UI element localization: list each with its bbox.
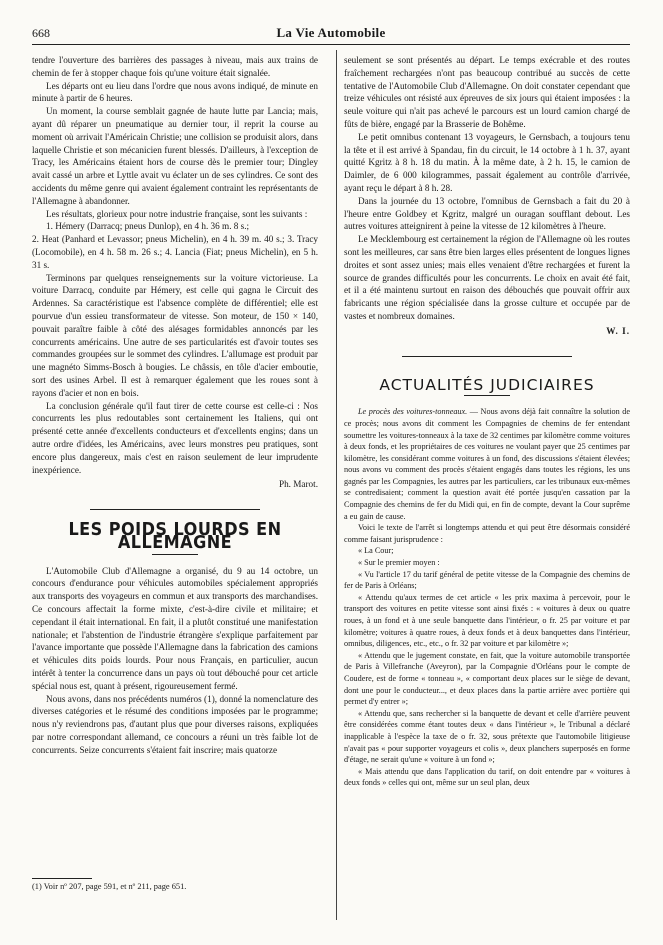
heading-rule bbox=[152, 554, 198, 555]
quote-line: « Attendu que le jugement constate, en fait, que la voiture automobile transportée de Paris à Villefranche (Aveyron), par la Compagnie d'Orléans pour le compte de Coudere, est de forme « tonneau », « comportant deux places sur le siège de devant, dont une pour le conducteur..., et deux places dans la partie arrière avec portière qui permet d'y entrer »; bbox=[344, 650, 630, 707]
column-divider bbox=[336, 50, 337, 920]
header-rule bbox=[32, 44, 630, 45]
section-separator bbox=[402, 356, 572, 357]
paragraph: Terminons par quelques renseignements sur la voiture victorieuse. La voiture Darracq, conduite par Hémery, est celle qui gagna le Circuit des Ardennes. Sa caractéristique est l'absence complète de différentiel; elle est pourvue d'un essieu transformateur de vitesse. Son moteur, de 150 × 140, pouvait paraître faible à côté des alésages formidables annoncés par les concurrents américains. Une autre de ses particularités est d'avoir toutes ses commandes groupées sur le sommet des cylindres. L'allumage est produit par une magnéto Simms-Bosch à bougies. Le châssis, en tôle d'acier emboutie, sort des usines Arbel. Il est à remarquer également que les roues sont à rayons d'acier et non en bois. bbox=[32, 272, 318, 398]
paragraph: L'Automobile Club d'Allemagne a organisé, du 9 au 14 octobre, un concours d'endurance pour véhicules automobiles spécialement appropriés aux transports des voyageurs en commun et aux transports des marchandises. Ce concours affectait la forme mixte, c'est-à-dire civile et militaire; et cependant il était international. En fait, il a plutôt constitué une manifestation nationale; et l'abstention de l'industrie étrangère s'explique parfaitement par l'avance importante que possède l'Allemagne dans la fabrication des camions et véhicules dits poids lourds. Pour nous Français, en particulier, aucun intérêt à tenter la concurrence dans un pays où tout débouché pour cet article spécial nous est, quant à présent, rigoureusement fermé. bbox=[32, 565, 318, 691]
running-header bbox=[32, 26, 630, 42]
footnote-rule bbox=[32, 878, 92, 879]
quote-line: « Mais attendu que dans l'application du tarif, on doit entendre par « voitures à deux fonds » celles qui ont, même sur un seul plan, deux bbox=[344, 766, 630, 788]
paragraph: seulement se sont présentés au départ. Le temps exécrable et des routes fraîchement rechargées n'ont pas beaucoup contribué au succès de cette tentative de l'Automobile Club d'Allemagne. On doit constater cependant que treize véhicules ont résisté aux épreuves de six jours qui étaient imposées : la seule voiture qui n'ait pas achevé le parcours est un lourd camion chargé de fûts de bière, engagé par la Brasserie de Bohême. bbox=[344, 55, 630, 129]
result-line: 1. Hémery (Darracq; pneus Dunlop), en 4 h. 36 m. 8 s.; bbox=[46, 221, 250, 232]
paragraph bbox=[344, 406, 630, 522]
footnote: (1) Voir nº 207, page 591, et nº 211, page 651. bbox=[32, 882, 187, 891]
paragraph: Les départs ont eu lieu dans l'ordre que nous avons indiqué, de minute en minute à partir de 6 heures. bbox=[32, 80, 318, 104]
paragraph: Le Mecklembourg est certainement la région de l'Allemagne où les routes sont les meilleures, car sans être bien larges elles présentent de longues lignes droites et sont assez unies; mais elles venaient d'être rechargées et furent la source de grandes difficultés pour les concurrents. Le choix en avait été fait, et il a été maintenu surtout en raison des débouchés que pouvait offrir aux fabricants une région spécialisée dans la grosse culture et occupée par de vastes et nombreux domaines. bbox=[344, 234, 630, 321]
page-number: 668 bbox=[32, 26, 50, 40]
result-line: 2. Heat (Panhard et Levassor; pneus Michelin), en 4 h. 39 m. 40 s.; 3. Tracy (Locomobile), en 4 h. 58 m. 26 s.; 4. Lancia (Fiat; pneus Michelin), en 5 h. 31 s. bbox=[32, 234, 318, 270]
heading-rule bbox=[464, 395, 510, 396]
lead-text: — Nous avons déjà fait connaître la solution de ce procès; nous avons dit comment les Compagnies de chemins de fer entendant soumettre les voitures-tonneaux à la taxe de 32 centimes par kilomètre comme voitures à deux fonds, et les propriétaires de ces voitures ne voulant payer que 25 centimes par kilomètre, les considérant comme voitures à un fond, des discussions s'étaient élevées; nous avons vu comment des procès s'étaient engagés dans toutes les régions, les uns gagnés par les Compagnies, les autres par les particuliers, car les tribunaux eux-mêmes se contredisaient; comment la question avait été portée jusqu'en cassation par la Compagnie des chemins de fer du Midi qui, en fin de compte, devant la Cour suprême a eu gain de cause. bbox=[344, 407, 631, 521]
quote-line: « Attendu qu'aux termes de cet article « les prix maxima à percevoir, pour le transport des voitures en petite vitesse sont ainsi fixés : « voitures à deux ou quatre roues, à un fond et à une seule banquette dans l'intérieur, o fr. 25 par voiture et par kilomètre; voitures à quatre roues, à deux fonds et à deux banquettes dans l'intérieur, omnibus, diligences, etc., etc., o fr. 32 par voiture et par kilomètre »; bbox=[344, 592, 630, 649]
paragraph: La conclusion générale qu'il faut tirer de cette course est celle-ci : Nos concurrents les plus redoutables sont certainement les Italiens, qui ont présenté cette année d'excellents conducteurs et d'excellents engins; dans un autre ordre d'idées, les Américains, avec leurs monstres peu pratiques, sont encore plus dangereux, mais c'est en raison seulement de leur imprudente inexpérience. bbox=[32, 400, 318, 475]
paragraph: Les résultats, glorieux pour notre industrie française, sont les suivants : bbox=[46, 208, 308, 219]
section-heading: LES POIDS LOURDS EN ALLEMAGNE bbox=[68, 520, 282, 553]
section-heading: ACTUALITÉS JUDICIAIRES bbox=[379, 375, 595, 394]
paragraph: Voici le texte de l'arrêt si longtemps attendu et qui peut être désormais considéré comme faisant jurisprudence : bbox=[344, 523, 630, 544]
quote-line: « Attendu que, sans rechercher si la banquette de devant et celle d'arrière peuvent être considérées comme étant toutes deux « dans l'intérieur », le Tribunal a déclaré inapplicable à l'espèce la taxe de o fr. 32, sous prétexte que l'automobile litigieuse n'avait pas « pour supporter voyageurs et colis », deux planchers superposés en forme d'étage, ne serait qu'une « voiture à un fond »; bbox=[344, 708, 630, 765]
paragraph: Un moment, la course semblait gagnée de haute lutte par Lancia; mais, ayant dû réparer un pneumatique au dernier tour, il reprit la course au moment où arrivait l'Américain Christie; une collision se produisit alors, dans laquelle Christie et son mécanicien furent blessés. D'ailleurs, à l'exception de Tracy, les Américains étaient hors de course dès le premier tour; Dingley avait cassé un arbre et Lyttle avait vu éclater un de ses cylindres. Ce sont des accidents du même genre qui avaient également contraint les représentants de l'Allemagne à abandonner. bbox=[32, 106, 318, 206]
paragraph: Nous avons, dans nos précédents numéros (1), donné la nomenclature des diverses catégories et le résumé des conditions imposées par le programme; nous n'y reviendrons pas, d'autant plus que pour diverses raisons, expliquées par notre correspondant allemand, ce concours a réuni un très faible lot de concurrents. Seize concurrents s'étaient fait inscrire; mais quatorze bbox=[32, 693, 318, 755]
quote-line: « Vu l'article 17 du tarif général de petite vitesse de la Compagnie des chemins de fer de Paris à Orléans; bbox=[344, 569, 630, 591]
left-column bbox=[32, 54, 318, 757]
paragraph: tendre l'ouverture des barrières des passages à niveau, mais aux trains de chemin de fer à stopper chaque fois qu'une voiture était signalée. bbox=[32, 55, 318, 78]
section-separator bbox=[90, 509, 260, 510]
paragraph: Le petit omnibus contenant 13 voyageurs, le Gernsbach, a toujours tenu la tête et il est arrivé à Spandau, fin du circuit, le 14 octobre à 1 h. 37, ayant quitté Kgritz à 8 h. 18 du matin. À la même date, à 2 h. 15, le camion de Daimler, de 6 000 kilogrammes, passait également au contrôle d'arrivée, ayant reçu le départ à 8 h. 28. bbox=[344, 131, 630, 193]
lead-title: Le procès des voitures-tonneaux. bbox=[358, 407, 468, 417]
author-signature: Ph. Marot. bbox=[278, 479, 318, 490]
quote-line: « La Cour; bbox=[358, 546, 394, 556]
author-signature: W. I. bbox=[606, 325, 630, 336]
paragraph: Dans la journée du 13 octobre, l'omnibus de Gernsbach a fait du 20 à l'heure entre Goldbey et Kgritz, malgré un ouragan soufflant debout. Les autres voitures atteignirent à peine la vitesse de 12 kilomètres à l'heure. bbox=[344, 195, 630, 232]
right-column bbox=[344, 54, 630, 789]
quote-line: « Sur le premier moyen : bbox=[358, 558, 440, 568]
journal-title: La Vie Automobile bbox=[276, 25, 386, 40]
